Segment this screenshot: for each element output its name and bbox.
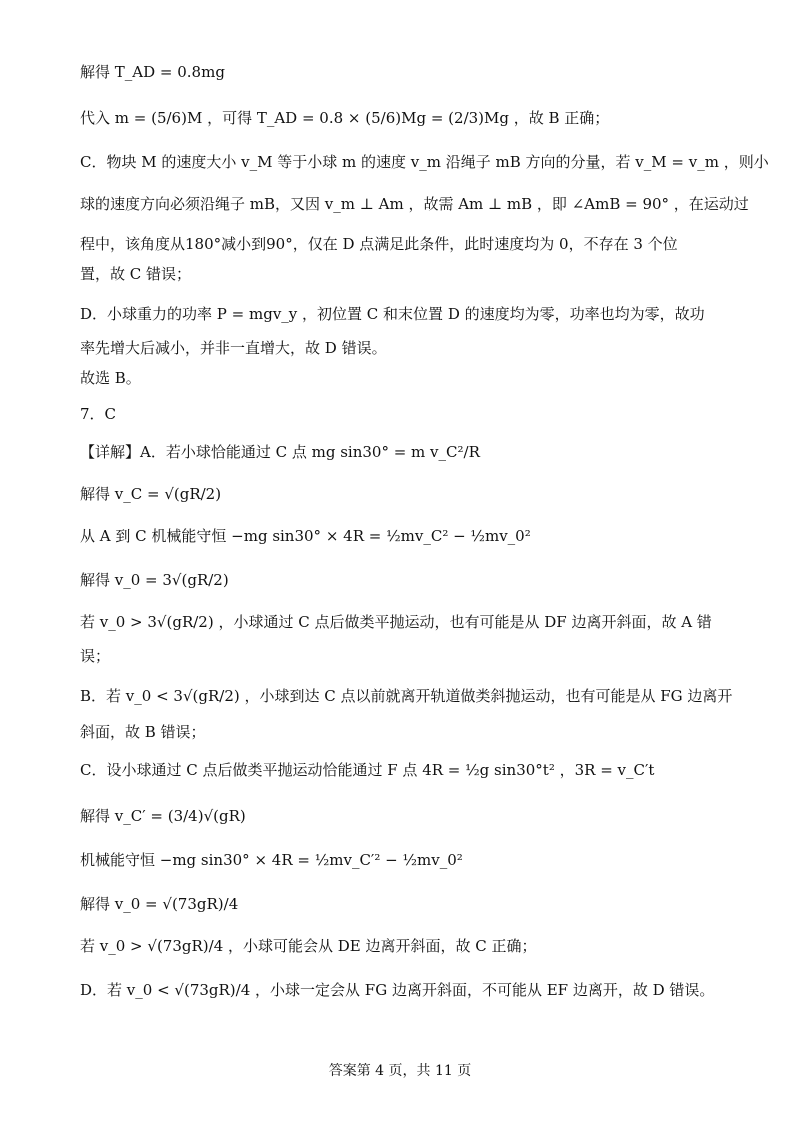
text-line: 若 v_0 > √(73gR)/4 ，小球可能会从 DE 边离开斜面，故 C 正确； (80, 937, 537, 955)
text-line: 【详解】A．若小球恰能通过 C 点 mg sin30° = m v_C²/R (80, 443, 480, 461)
text-line: D．小球重力的功率 P = mgv_y ，初位置 C 和末位置 D 的速度均为零，功率也均为零，故功 (80, 305, 705, 323)
page-footer: 答案第 4 页，共 11 页 (328, 1063, 472, 1079)
text-line: 球的速度方向必须沿绳子 mB，又因 v_m ⊥ Am ，故需 Am ⊥ mB ，即 ∠AmB = 90° ，在运动过 (80, 195, 749, 213)
text-line: 解得 v_C′ = (3/4)√(gR) (80, 807, 246, 825)
text-line: 解得 T_AD = 0.8mg (80, 63, 225, 81)
text-line: 若 v_0 > 3√(gR/2) ，小球通过 C 点后做类平抛运动，也有可能是从 DF 边离开斜面，故 A 错 (80, 613, 712, 631)
text-line: 解得 v_0 = 3√(gR/2) (80, 571, 229, 589)
text-line: C．物块 M 的速度大小 v_M 等于小球 m 的速度 v_m 沿绳子 mB 方向的分量，若 v_M = v_m ，则小 (80, 153, 769, 171)
question-number: 7．C (80, 405, 117, 423)
text-line: 误； (80, 647, 111, 665)
text-line: 斜面，故 B 错误； (80, 723, 206, 741)
text-line: D．若 v_0 < √(73gR)/4 ，小球一定会从 FG 边离开斜面，不可能从 EF 边离开，故 D 错误。 (80, 981, 715, 999)
text-line: 代入 m = (5/6)M ，可得 T_AD = 0.8 × (5/6)Mg = (2/3)Mg ，故 B 正确； (80, 109, 610, 127)
text-line: 置，故 C 错误； (80, 265, 192, 283)
text-line: 解得 v_0 = √(73gR)/4 (80, 895, 239, 913)
text-line: 率先增大后减小，并非一直增大，故 D 错误。 (80, 339, 387, 357)
text-line: 从 A 到 C 机械能守恒 −mg sin30° × 4R = ½mv_C² − ½mv_0² (80, 527, 531, 545)
text-line: 程中，该角度从180°减小到90°，仅在 D 点满足此条件，此时速度均为 0，不存在 3 个位 (80, 235, 678, 253)
text-line: C．设小球通过 C 点后做类平抛运动恰能通过 F 点 4R = ½g sin30°t² ，3R = v_C′t (80, 761, 655, 779)
text-line: 机械能守恒 −mg sin30° × 4R = ½mv_C′² − ½mv_0² (80, 851, 463, 869)
text-line: 解得 v_C = √(gR/2) (80, 485, 222, 503)
text-line: B．若 v_0 < 3√(gR/2) ，小球到达 C 点以前就离开轨道做类斜抛运动，也有可能是从 FG 边离开 (80, 687, 733, 705)
text-line: 故选 B。 (80, 369, 141, 387)
